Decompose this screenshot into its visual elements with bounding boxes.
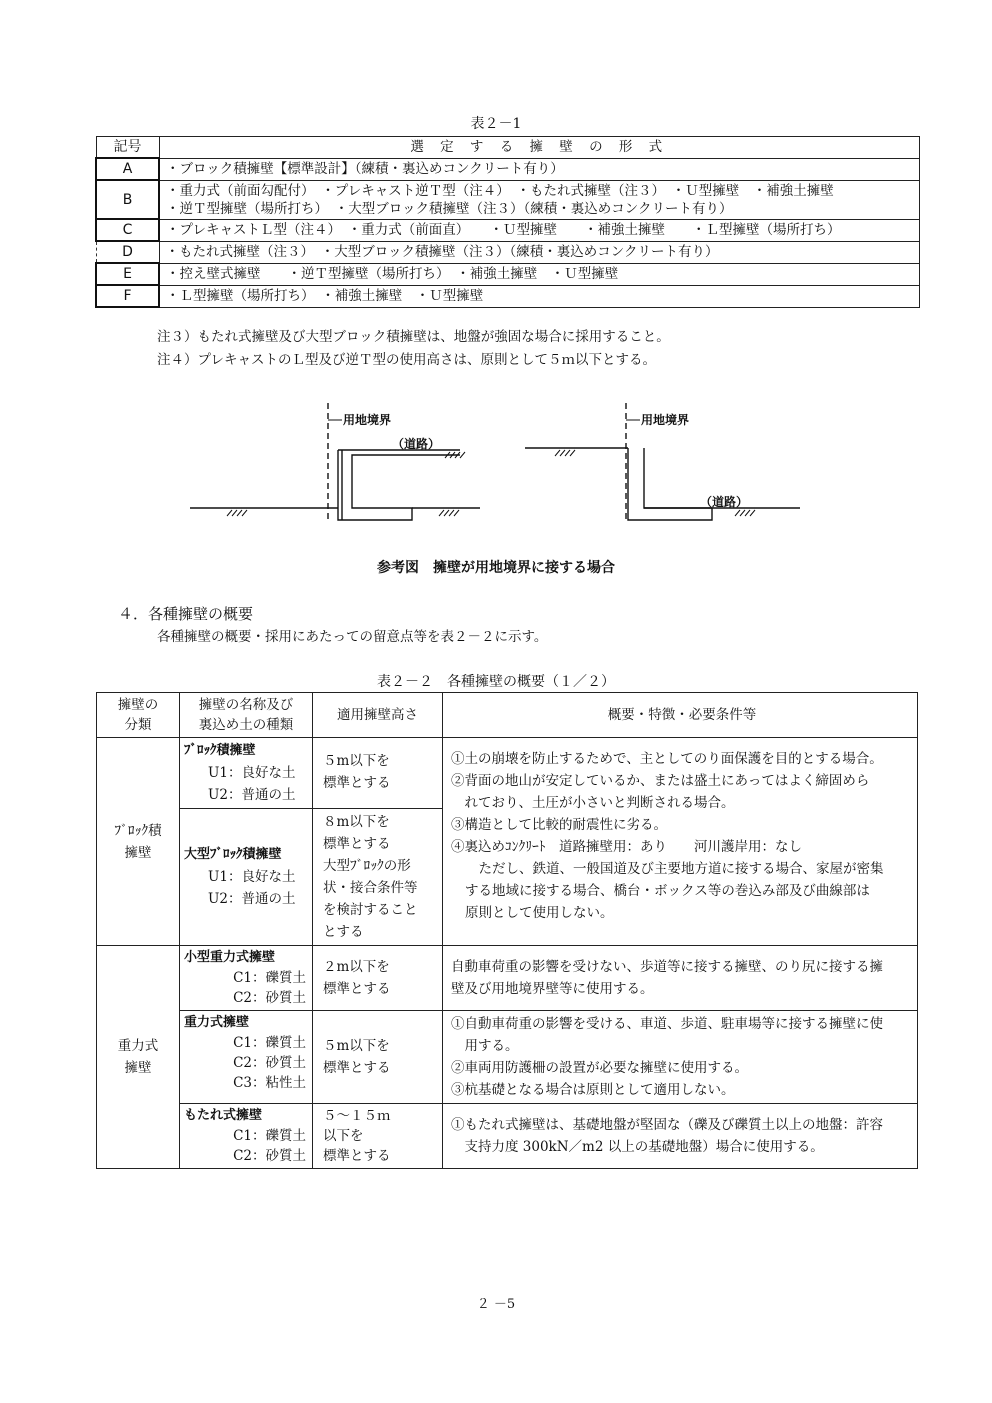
section-body: 各種擁壁の概要・採用にあたっての留意点等を表２－２に示す。	[157, 629, 548, 645]
table21-title: 表２－1	[470, 116, 522, 132]
page-number: ２ －5	[476, 1297, 516, 1312]
wall-name: 小型重力式擁壁	[184, 950, 276, 965]
height-line: 以下を	[323, 1128, 364, 1144]
height-line: 大型ﾌﾞﾛｯｸの形	[323, 858, 411, 874]
table21-type	[159, 219, 920, 241]
table21-row	[96, 219, 920, 241]
table-row	[97, 1104, 918, 1169]
soil-type: C2：砂質土	[233, 1148, 306, 1164]
soil-type: U1：良好な土	[208, 869, 296, 885]
header-line: 裏込め土の種類	[198, 717, 294, 733]
soil-type: U2：普通の土	[208, 787, 296, 803]
height-cell	[313, 946, 443, 1011]
table21-symbol: B	[96, 180, 159, 219]
wall-name-cell	[180, 809, 313, 946]
desc-line: れており、土圧が小さいと判断される場合。	[451, 795, 735, 811]
desc-line: ③構造として比較的耐震性に劣る。	[451, 817, 667, 833]
table22-header-height: 適用擁壁高さ	[313, 693, 443, 738]
table21-type-line: ・もたれ式擁壁（注３） ・大型ブロック積擁壁（注３）（練積・裏込めコンクリート有り）	[165, 244, 719, 260]
table22-header-name	[180, 693, 313, 738]
soil-type: U2：普通の土	[208, 891, 296, 907]
table21-type-line: ・逆Ｔ型擁壁（場所打ち） ・大型ブロック積擁壁（注３）（練積・裏込めコンクリート有り）	[166, 200, 733, 217]
road-label-left: （道路）	[392, 437, 441, 451]
soil-type: C1：礫質土	[233, 1035, 306, 1051]
table21-type-line: ・プレキャストＬ型（注４） ・重力式（前面直） ・Ｕ型擁壁 ・補強土擁壁 ・Ｌ型擁壁（場所打ち）	[166, 222, 841, 238]
desc-cell	[443, 1104, 918, 1169]
table21-symbol: D	[96, 241, 159, 263]
height-line: ５～１５ｍ	[323, 1108, 391, 1124]
height-cell	[313, 1104, 443, 1169]
desc-line: ②背面の地山が安定しているか、または盛土にあってはよく締固めら	[451, 773, 870, 789]
table21-type	[159, 263, 920, 285]
desc-cell	[443, 1011, 918, 1104]
table21-type-line: ・Ｌ型擁壁（場所打ち） ・補強土擁壁 ・Ｕ型擁壁	[166, 288, 484, 304]
wall-name: もたれ式擁壁	[184, 1108, 263, 1123]
height-line: ５m以下を	[323, 753, 390, 769]
category-line: ﾌﾞﾛｯｸ積	[114, 822, 162, 839]
table21-note3: 注３）もたれ式擁壁及び大型ブロック積擁壁は、地盤が強固な場合に採用すること。	[157, 329, 670, 345]
table21-symbol: C	[96, 219, 159, 241]
height-line: を検討すること	[323, 902, 418, 918]
desc-line: する地域に接する場合、橋台・ボックス等の巻込み部及び曲線部は	[465, 883, 870, 899]
height-line: 標準とする	[323, 981, 391, 997]
soil-type: C3：粘性土	[233, 1075, 306, 1091]
header-line: 擁壁の名称及び	[198, 697, 294, 713]
desc-line: 支持力度 300kN／m2 以上の基礎地盤）場合に使用する。	[451, 1139, 824, 1155]
soil-type: C2：砂質土	[233, 990, 306, 1006]
height-line: 標準とする	[323, 775, 391, 791]
table22-header-category	[97, 693, 180, 738]
header-line: 分類	[124, 717, 152, 733]
category-block	[97, 738, 180, 946]
height-cell	[313, 809, 443, 946]
table21-symbol: F	[96, 285, 159, 307]
section-title: ４．各種擁壁の概要	[118, 605, 254, 623]
category-line: 重力式	[117, 1038, 159, 1054]
table21-note4: 注４）プレキャストのＬ型及び逆Ｔ型の使用高さは、原則として５ｍ以下とする。	[157, 352, 656, 368]
soil-type: C1：礫質土	[233, 1128, 306, 1144]
table22	[96, 692, 918, 1169]
table21-type	[159, 285, 920, 307]
wall-name-cell	[180, 946, 313, 1011]
table21-header-row	[96, 137, 920, 159]
table21-type	[159, 241, 920, 263]
table21-type	[159, 180, 920, 219]
desc-line: ①自動車荷重の影響を受ける、車道、歩道、駐車場等に接する擁壁に使	[451, 1016, 883, 1032]
boundary-label-right: 用地境界	[641, 413, 690, 427]
table21-row	[96, 285, 920, 307]
wall-name-cell	[180, 1011, 313, 1104]
desc-cell	[443, 738, 918, 946]
table21-type-line: ・控え壁式擁壁 ・逆Ｔ型擁壁（場所打ち） ・補強土擁壁 ・Ｕ型擁壁	[166, 266, 619, 282]
table22-header-desc: 概要・特徴・必要条件等	[443, 693, 918, 738]
reference-figure	[180, 398, 820, 538]
height-line: 標準とする	[323, 1148, 391, 1164]
desc-cell	[443, 946, 918, 1011]
height-line: とする	[323, 924, 364, 940]
height-line: ２m以下を	[323, 959, 390, 975]
table21-type	[159, 158, 920, 180]
header-line: 擁壁の	[117, 697, 159, 713]
table21-header-symbol: 記号	[96, 137, 159, 159]
figure-caption: 参考図 擁壁が用地境界に接する場合	[377, 560, 615, 576]
wall-name-cell	[180, 738, 313, 809]
table21-symbol: A	[96, 158, 159, 180]
table21-row	[96, 241, 920, 263]
wall-name-cell	[180, 1104, 313, 1169]
desc-line: ④裏込めｺﾝｸﾘｰﾄ 道路擁壁用：あり 河川護岸用：なし	[451, 839, 802, 855]
height-line: 標準とする	[323, 1060, 391, 1076]
category-line: 擁壁	[124, 1060, 152, 1076]
table22-title: 表２－２ 各種擁壁の概要（１／２）	[377, 674, 615, 690]
wall-name: ﾌﾞﾛｯｸ積擁壁	[184, 743, 256, 758]
desc-line: 自動車荷重の影響を受けない、歩道等に接する擁壁、のり尻に接する擁	[451, 959, 883, 975]
height-cell	[313, 738, 443, 809]
boundary-label-left: 用地境界	[343, 413, 392, 427]
table21-row	[96, 263, 920, 285]
height-line: 標準とする	[323, 836, 391, 852]
wall-name: 重力式擁壁	[184, 1015, 250, 1030]
wall-name: 大型ﾌﾞﾛｯｸ積擁壁	[184, 847, 282, 862]
desc-line: ただし、鉄道、一般国道及び主要地方道に接する場合、家屋が密集	[465, 861, 884, 877]
height-cell	[313, 1011, 443, 1104]
soil-type: C1：礫質土	[233, 970, 306, 986]
desc-line: ③杭基礎となる場合は原則として適用しない。	[451, 1082, 735, 1098]
soil-type: U1：良好な土	[208, 765, 296, 781]
desc-line: 原則として使用しない。	[465, 905, 614, 921]
height-line: ８m以下を	[323, 814, 390, 830]
desc-line: 用する。	[451, 1038, 519, 1054]
table21-header-type: 選 定 す る 擁 壁 の 形 式	[159, 137, 920, 159]
table-row	[97, 946, 918, 1011]
table21-type-line: ・重力式（前面勾配付） ・プレキャスト逆Ｔ型（注４） ・もたれ式擁壁（注３） ・Ｕ型擁壁 ・補強土擁壁	[166, 182, 834, 199]
desc-line: ①もたれ式擁壁は、基礎地盤が堅固な（礫及び礫質土以上の地盤：許容	[451, 1117, 883, 1133]
soil-type: C2：砂質土	[233, 1055, 306, 1071]
road-label-right: （道路）	[700, 495, 749, 509]
table21-row	[96, 158, 920, 180]
table21	[95, 136, 920, 308]
category-gravity	[97, 946, 180, 1169]
table21-symbol: E	[96, 263, 159, 285]
table22-header-row	[97, 693, 918, 738]
table-row	[97, 1011, 918, 1104]
desc-line: ①土の崩壊を防止するためで、主としてのり面保護を目的とする場合。	[451, 751, 883, 767]
table21-type-line: ・ブロック積擁壁【標準設計】（練積・裏込めコンクリート有り）	[166, 161, 564, 177]
table21-row	[96, 180, 920, 219]
desc-line: 壁及び用地境界壁等に使用する。	[451, 981, 654, 997]
category-line: 擁壁	[124, 844, 152, 861]
table-row	[97, 738, 918, 809]
height-line: 状・接合条件等	[323, 880, 418, 896]
desc-line: ②車両用防護柵の設置が必要な擁壁に使用する。	[451, 1060, 748, 1076]
height-line: ５m以下を	[323, 1038, 390, 1054]
retaining-wall-diagram	[180, 398, 820, 538]
